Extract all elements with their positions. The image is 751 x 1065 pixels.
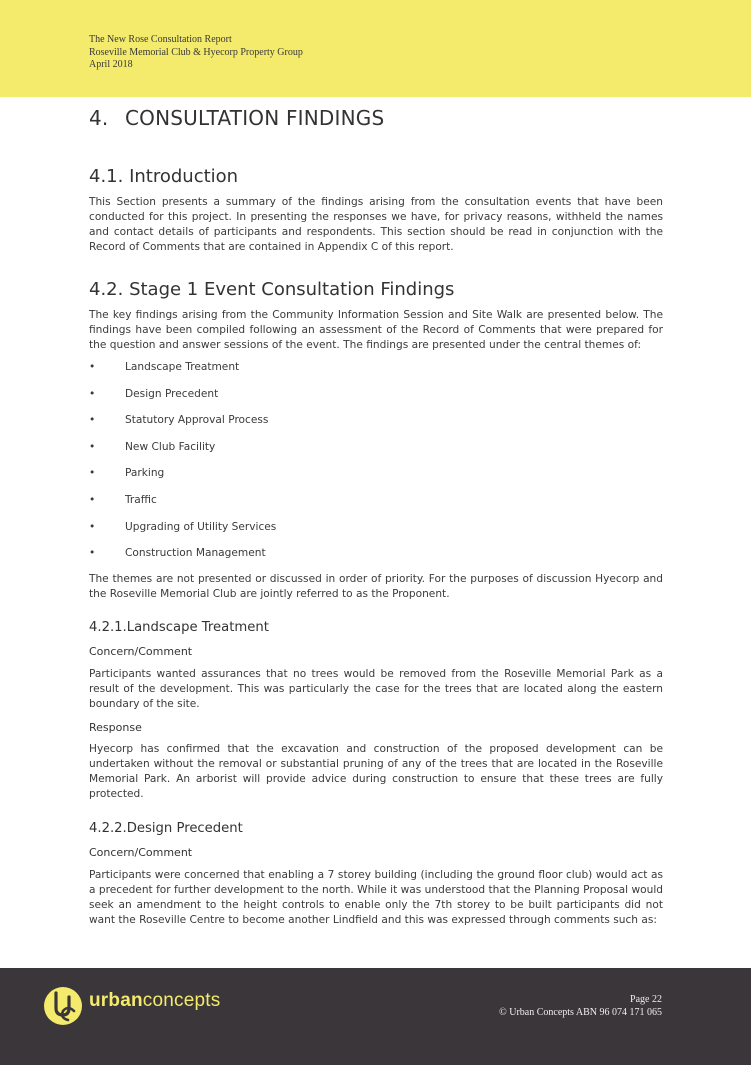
bullet-icon: • — [89, 361, 96, 373]
header-date: April 2018 — [89, 59, 133, 70]
themes-note: The themes are not presented or discussed in order of priority. For the purposes of discussion Hyecorp and the Roseville Memorial Club are jointly referred to as the Proponent. — [89, 572, 663, 600]
section-title-text: CONSULTATION FINDINGS — [125, 106, 385, 130]
running-header — [89, 34, 303, 72]
landscape-heading: 4.2.1.Landscape Treatment — [89, 619, 269, 635]
bullet-icon: • — [89, 493, 96, 506]
page-number: Page 22 — [630, 994, 662, 1005]
list-item: • New Club Facility — [89, 440, 216, 453]
design-heading: 4.2.2.Design Precedent — [89, 820, 243, 836]
list-item: • Upgrading of Utility Services — [89, 520, 277, 533]
list-item: • Statutory Approval Process — [89, 414, 269, 427]
bullet-icon: • — [89, 414, 96, 427]
landscape-concern-label: Concern/Comment — [89, 644, 193, 658]
logo-word-bold: urban — [89, 990, 143, 1011]
copyright-text: © Urban Concepts ABN 96 074 171 065 — [499, 1006, 662, 1018]
header-report-title: The New Rose Consultation Report — [89, 34, 232, 45]
list-item: • Traffic — [89, 493, 157, 506]
design-concern: Participants were concerned that enabling a 7 storey building (including the ground floor club) would act as a precedent for further development to the north. While it was understood that the Planning Proposal would seek an amendment to the height controls to enable only the 7th storey to be built participants did not want the Roseville Centre to become another Lindfield and this was expressed through comments such as: — [89, 868, 663, 926]
logo-word-light: concepts — [142, 990, 221, 1011]
section-number: 4. — [89, 106, 109, 130]
logo-wordmark — [89, 990, 220, 1012]
landscape-concern: Participants wanted assurances that no trees would be removed from the Roseville Memorial Park as a result of the development. This was particularly the case for the trees that are located along the eastern boundary of the site. — [89, 667, 663, 710]
bullet-icon: • — [89, 520, 96, 533]
page-content — [89, 103, 663, 928]
bullet-icon: • — [89, 387, 96, 400]
intro-heading: 4.1. Introduction — [89, 166, 239, 187]
page-info — [499, 994, 662, 1019]
header-client: Roseville Memorial Club & Hyecorp Property Group — [89, 46, 303, 58]
stage1-heading: 4.2. Stage 1 Event Consultation Findings — [89, 279, 455, 300]
themes-list — [89, 360, 663, 573]
bullet-icon: • — [89, 547, 96, 560]
bullet-icon: • — [89, 467, 96, 480]
list-item: • Parking — [89, 467, 165, 480]
list-item: • Construction Management — [89, 547, 266, 560]
section-title — [89, 106, 663, 130]
stage1-paragraph: The key findings arising from the Community Information Session and Site Walk are presented below. The findings have been compiled following an assessment of the Record of Comments that were prepared for the question and answer sessions of the event. The findings are presented under the central themes of: — [89, 309, 663, 351]
landscape-response-label: Response — [89, 720, 142, 734]
landscape-response: Hyecorp has confirmed that the excavation and construction of the proposed development can be undertaken without the removal or substantial pruning of any of the trees that are located in the Roseville Memorial Park. An arborist will provide advice during construction to ensure that these trees are fully protected. — [89, 742, 663, 800]
list-item: • Landscape Treatment — [89, 361, 240, 373]
intro-paragraph: This Section presents a summary of the findings arising from the consultation events that have been conducted for this project. In presenting the responses we have, for privacy reasons, withheld the names and contact details of participants and respondents. This section should be read in conjunction with the Record of Comments that are contained in Appendix C of this report. — [89, 196, 663, 253]
list-item: • Design Precedent — [89, 387, 219, 400]
design-concern-label: Concern/Comment — [89, 845, 193, 859]
bullet-icon: • — [89, 440, 96, 453]
